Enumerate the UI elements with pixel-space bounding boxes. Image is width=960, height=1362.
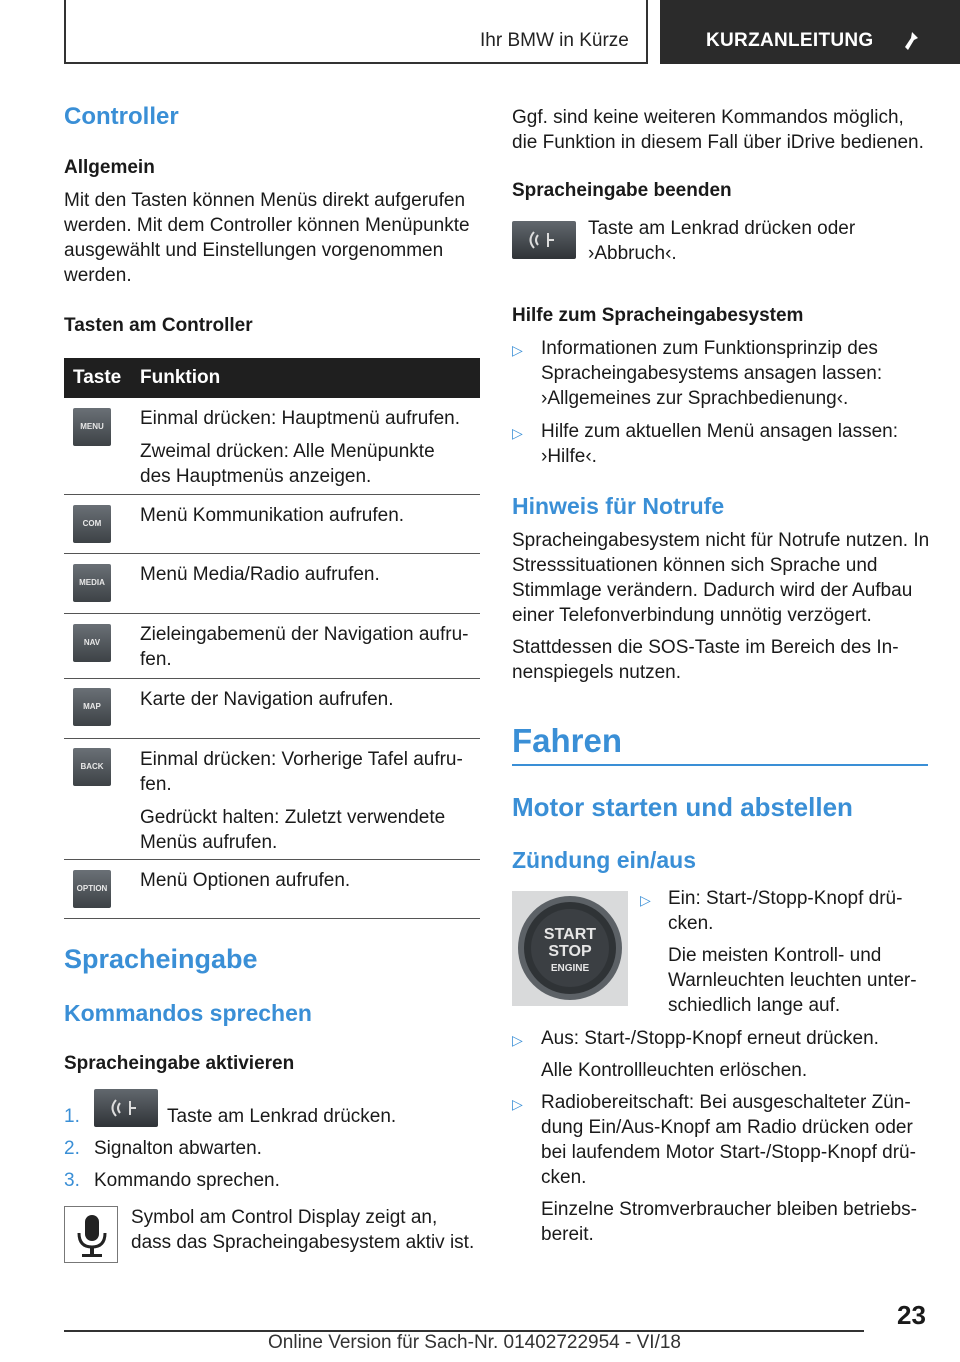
column-taste: Taste — [73, 367, 122, 388]
header-chapter-tab — [660, 0, 960, 64]
step-number: 1. — [64, 1106, 80, 1127]
wrench-icon — [896, 28, 922, 54]
start-stop-button-image — [512, 891, 628, 1006]
heading-beenden: Spracheingabe beenden — [512, 180, 732, 201]
aus-text: Aus: Start-/Stopp-Knopf erneut drücken. — [541, 1028, 879, 1049]
heading-aktivieren: Spracheingabe aktivieren — [64, 1053, 295, 1074]
heading-fahren: Fahren — [512, 722, 623, 759]
svg-text:ENGINE: ENGINE — [550, 963, 590, 974]
paragraph-beenden: Taste am Lenkrad drücken oder ›Abbruch‹. — [588, 218, 856, 264]
bullet-triangle-icon: ▷ — [512, 342, 523, 358]
ein-detail: Die meisten Kontroll- und Warnleuchten leuchten unterschiedlich lange auf. — [668, 945, 917, 1016]
row-text: Einmal drücken: Hauptmenü aufrufen. — [140, 408, 461, 429]
step-text: Taste am Lenkrad drücken. — [167, 1106, 397, 1127]
row-text: Menü Optionen aufrufen. — [140, 870, 351, 891]
media-key-icon: MEDIA — [73, 564, 111, 602]
paragraph-sos: Stattdessen die SOS-Taste im Bereich des Innenspiegels nutzen. — [512, 637, 899, 683]
ein-text: Ein: Start-/Stopp-Knopf drücken. — [668, 888, 903, 934]
heading-kommandos: Kommandos sprechen — [64, 1000, 312, 1026]
radio-text: Radiobereitschaft: Bei ausgeschalteter Zündung Ein/Aus-Knopf am Radio drücken oder bei laufendem Motor Start-/Stopp-Knopf drücken. — [541, 1092, 916, 1188]
paragraph-notruf: Spracheingabesystem nicht für Notrufe nutzen. In Stresssituationen können sich Sprache und Stimmlage verändern. Dadurch wird der Aufbau einer Telefonverbindung unnötig verzögert. — [512, 530, 930, 626]
table-row-option — [64, 860, 480, 919]
microphone-icon — [64, 1206, 118, 1263]
bullet-triangle-icon: ▷ — [512, 1032, 523, 1048]
table-row-nav — [64, 614, 480, 679]
row-text: Gedrückt halten: Zuletzt verwendete Menüs aufrufen. — [140, 807, 446, 853]
bullet-triangle-icon: ▷ — [512, 1096, 523, 1112]
bullet-triangle-icon: ▷ — [640, 892, 651, 908]
footer-text: Online Version für Sach-Nr. 01402722954 - VI/18 — [268, 1332, 681, 1353]
table-row-menu — [64, 398, 480, 495]
divider — [512, 764, 928, 766]
menu-key-icon: MENU — [73, 408, 111, 446]
step-text: Signalton abwarten. — [94, 1138, 262, 1159]
paragraph-ggf: Ggf. sind keine weiteren Kommandos möglich, die Funktion in diesem Fall über iDrive bedienen. — [512, 107, 924, 153]
table-row-back — [64, 739, 480, 860]
table-row-com — [64, 495, 480, 554]
heading-motor: Motor starten und abstellen — [512, 792, 853, 822]
heading-spracheingabe: Spracheingabe — [64, 944, 258, 974]
step-number: 2. — [64, 1138, 80, 1159]
heading-allgemein: Allgemein — [64, 157, 155, 178]
row-text: Zweimal drücken: Alle Menüpunkte des Hauptmenüs anzeigen. — [140, 441, 435, 487]
step-number: 3. — [64, 1170, 80, 1191]
column-funktion: Funktion — [140, 367, 221, 388]
svg-text:START: START — [543, 926, 597, 943]
heading-hilfe: Hilfe zum Spracheingabesystem — [512, 305, 804, 326]
nav-key-icon: NAV — [73, 624, 111, 662]
symbol-description: Symbol am Control Display zeigt an, dass das Spracheingabesystem aktiv ist. — [131, 1207, 475, 1253]
com-key-icon: COM — [73, 505, 111, 543]
paragraph-allgemein: Mit den Tasten können Menüs direkt aufgerufen werden. Mit dem Controller können Menüpunkte ausgewählt und Einstellungen vorgenommen werden. — [64, 190, 470, 286]
hilfe-item: Hilfe zum aktuellen Menü ansagen lassen: ›Hilfe‹. — [541, 421, 898, 467]
aus-detail: Alle Kontrollleuchten erlöschen. — [541, 1060, 808, 1081]
hilfe-item: Informationen zum Funktionsprinzip des Spracheingabesystems ansagen lassen: ›Allgemeines zur Sprachbedienung‹. — [541, 338, 883, 409]
header-chapter-title: KURZANLEITUNG — [706, 30, 874, 51]
page-number: 23 — [897, 1300, 926, 1330]
header-section-title: Ihr BMW in Kürze — [480, 30, 629, 51]
option-key-icon: OPTION — [73, 870, 111, 908]
heading-notruf: Hinweis für Notrufe — [512, 493, 725, 519]
row-text: Zieleingabemenü der Navigation aufrufen. — [140, 624, 469, 670]
row-text: Menü Kommunikation aufrufen. — [140, 505, 405, 526]
bullet-triangle-icon: ▷ — [512, 425, 523, 441]
table-row-map — [64, 679, 480, 739]
map-key-icon: MAP — [73, 688, 111, 726]
row-text: Karte der Navigation aufrufen. — [140, 689, 394, 710]
radio-detail: Einzelne Stromverbraucher bleiben betriebsbereit. — [541, 1199, 917, 1245]
row-text: Menü Media/Radio aufrufen. — [140, 564, 380, 585]
heading-zuendung: Zündung ein/aus — [512, 847, 696, 873]
heading-controller: Controller — [64, 103, 179, 130]
heading-tasten: Tasten am Controller — [64, 315, 253, 336]
svg-text:STOP: STOP — [548, 943, 592, 960]
voice-button-icon — [94, 1089, 158, 1127]
table-header — [64, 358, 480, 398]
step-text: Kommando sprechen. — [94, 1170, 280, 1191]
row-text: Einmal drücken: Vorherige Tafel aufrufen. — [140, 749, 463, 795]
voice-button-icon — [512, 221, 576, 259]
back-key-icon: BACK — [73, 748, 111, 786]
table-row-media — [64, 554, 480, 614]
